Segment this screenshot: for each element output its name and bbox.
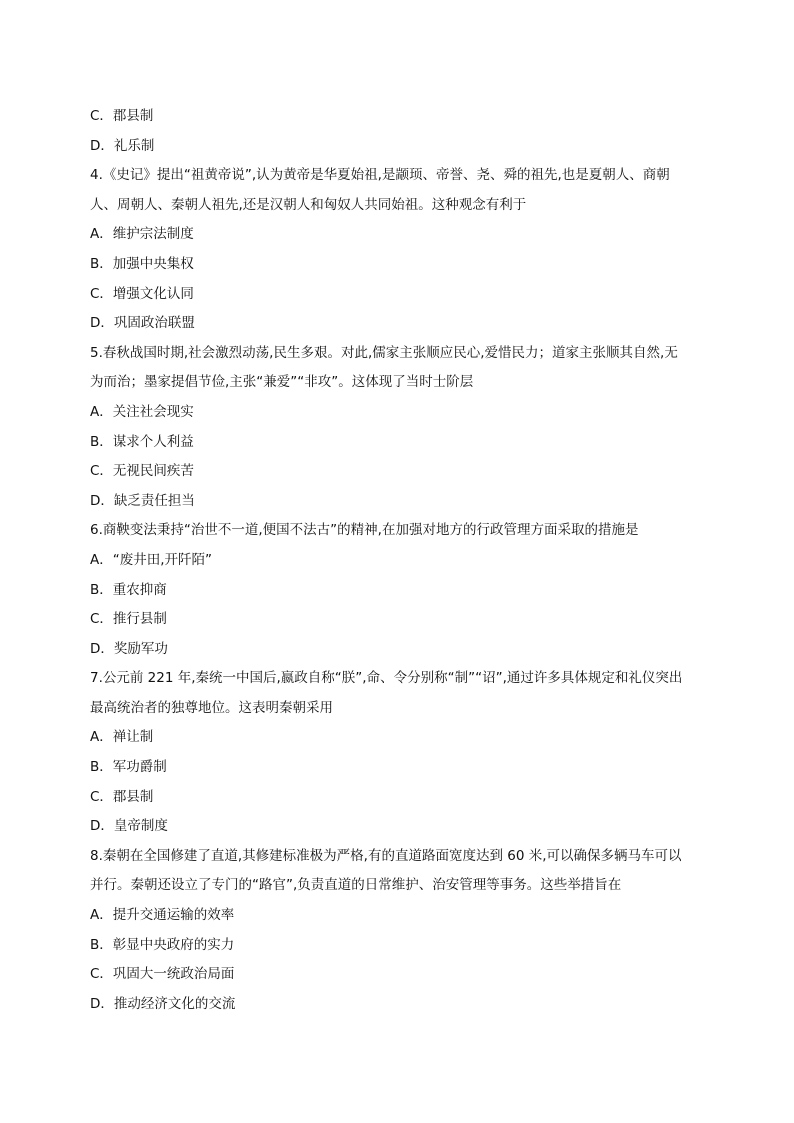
q7-option-d: D．皇帝制度 bbox=[90, 818, 168, 835]
q4-stem-line-2: 人、周朝人、秦朝人祖先,还是汉朝人和匈奴人共同始祖。这种观念有利于 bbox=[90, 196, 527, 213]
q3-option-d: D．礼乐制 bbox=[90, 137, 155, 154]
q6-option-a: A．“废井田,开阡陌” bbox=[90, 551, 213, 568]
question-6 bbox=[90, 516, 710, 664]
q7-option-a: A．禅让制 bbox=[90, 729, 154, 746]
q8-option-d: D．推动经济文化的交流 bbox=[90, 995, 236, 1012]
q4-option-b: B．加强中央集权 bbox=[90, 255, 194, 272]
q8-stem-line-2: 并行。秦朝还设立了专门的“路官”,负责直道的日常维护、治安管理等事务。这些举措旨在 bbox=[90, 877, 622, 894]
q7-option-c: C．郡县制 bbox=[90, 788, 154, 805]
q6-stem-line-1: 6.商鞅变法秉持“治世不一道,便国不法古”的精神,在加强对地方的行政管理方面采取的措施是 bbox=[90, 522, 639, 539]
exam-page bbox=[90, 102, 710, 1019]
q8-option-b: B．彰显中央政府的实力 bbox=[90, 936, 235, 953]
q8-option-a: A．提升交通运输的效率 bbox=[90, 907, 235, 924]
q8-stem-line-1: 8.秦朝在全国修建了直道,其修建标准极为严格,有的直道路面宽度达到 60 米,可以确保多辆马车可以 bbox=[90, 847, 682, 864]
question-8 bbox=[90, 842, 710, 1020]
q5-option-c: C．无视民间疾苦 bbox=[90, 463, 194, 480]
q5-option-b: B．谋求个人利益 bbox=[90, 433, 194, 450]
q7-option-b: B．军功爵制 bbox=[90, 759, 167, 776]
q4-option-d: D．巩固政治联盟 bbox=[90, 315, 195, 332]
q4-stem-line-1: 4.《史记》提出“祖黄帝说”,认为黄帝是华夏始祖,是颛顼、帝誉、尧、舜的祖先,也是夏朝人、商朝 bbox=[90, 167, 670, 184]
q7-stem-line-1: 7.公元前 221 年,秦统一中国后,嬴政自称“朕”,命、令分别称“制”“诏”,通过许多具体规定和礼仪突出 bbox=[90, 670, 683, 687]
question-5 bbox=[90, 339, 710, 517]
question-7 bbox=[90, 664, 710, 842]
question-4 bbox=[90, 161, 710, 339]
q6-option-b: B．重农抑商 bbox=[90, 581, 167, 598]
q5-option-d: D．缺乏责任担当 bbox=[90, 492, 195, 509]
q8-option-c: C．巩固大一统政治局面 bbox=[90, 966, 235, 983]
q5-stem-line-2: 为而治；墨家提倡节俭,主张“兼爱”“非攻”。这体现了当时士阶层 bbox=[90, 374, 474, 391]
q6-option-c: C．推行县制 bbox=[90, 611, 167, 628]
q4-option-a: A．维护宗法制度 bbox=[90, 226, 194, 243]
question-3-options bbox=[90, 102, 710, 161]
q6-option-d: D．奖励军功 bbox=[90, 640, 168, 657]
q5-option-a: A．关注社会现实 bbox=[90, 403, 194, 420]
q4-option-c: C．增强文化认同 bbox=[90, 285, 194, 302]
q3-option-c: C．郡县制 bbox=[90, 108, 154, 124]
q7-stem-line-2: 最高统治者的独尊地位。这表明秦朝采用 bbox=[90, 699, 333, 716]
q5-stem-line-1: 5.春秋战国时期,社会激烈动荡,民生多艰。对此,儒家主张顺应民心,爱惜民力；道家主张顺其自然,无 bbox=[90, 344, 678, 361]
